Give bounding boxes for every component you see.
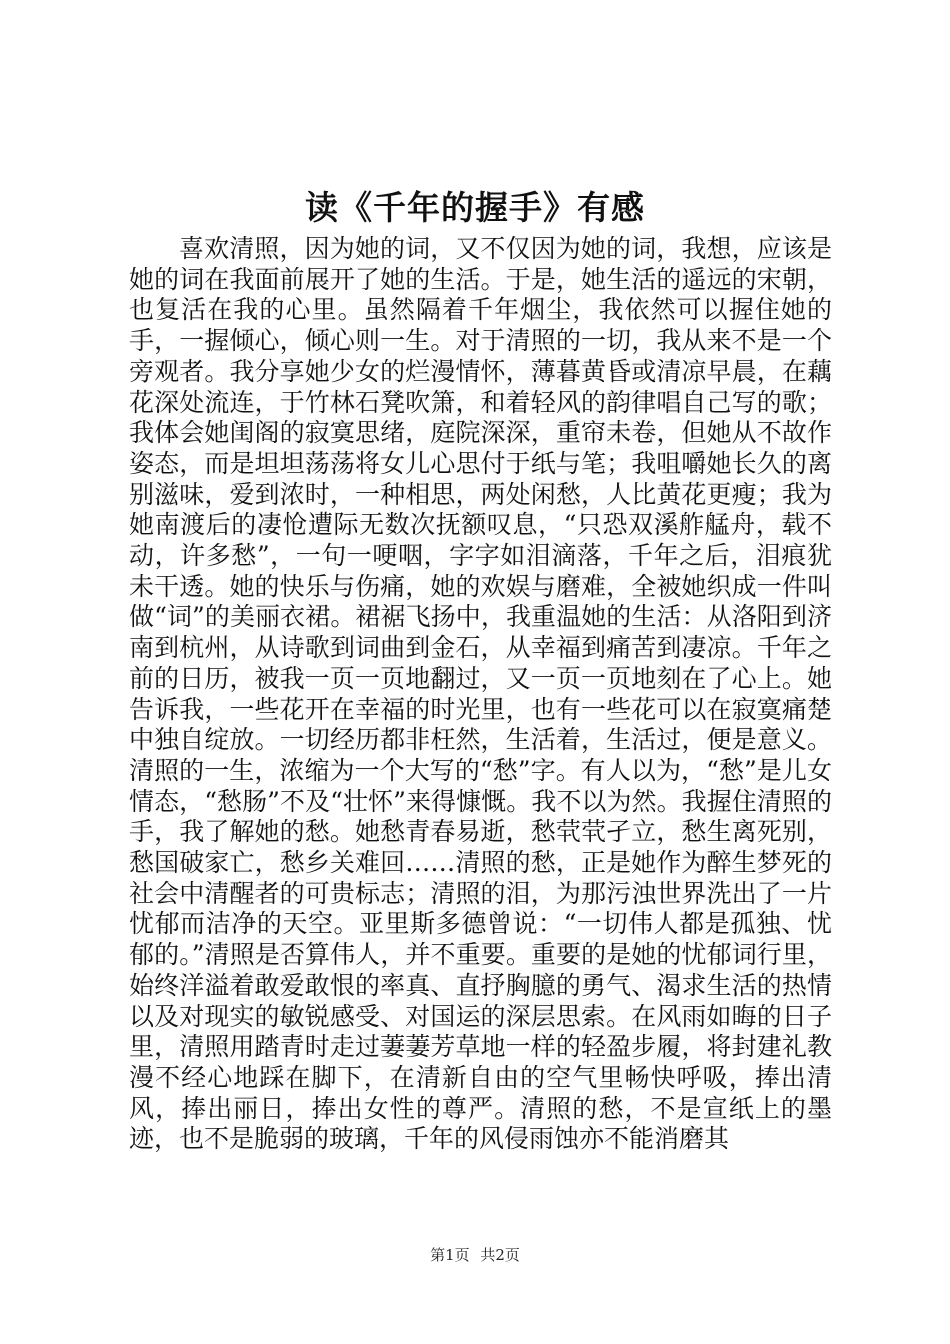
page-footer [0, 1244, 950, 1266]
page-number-current: 第1页 [430, 1246, 470, 1264]
document-title: 读《千年的握手》有感 [305, 188, 645, 227]
page-number-total: 共2页 [480, 1246, 520, 1264]
document-body-paragraph: 喜欢清照，因为她的词，又不仅因为她的词，我想，应该是她的词在我面前展开了她的生活。于是，她生活的遥远的宋朝，也复活在我的心里。虽然隔着千年烟尘，我依然可以握住她的手，一握倾心，倾心则一生。对于清照的一切，我从来不是一个旁观者。我分享她少女的烂漫情怀，薄暮黄昏或清凉早晨，在藕花深处流连，于竹林石凳吹箫，和着轻风的韵律唱自己写的歌；我体会她闺阁的寂寞思绪，庭院深深，重帘未卷，但她从不故作姿态，而是坦坦荡荡将女儿心思付于纸与笔；我咀嚼她长久的离别滋味，爱到浓时，一种相思，两处闲愁，人比黄花更瘦；我为她南渡后的凄怆遭际无数次抚额叹息，“只恐双溪舴艋舟，载不动，许多愁”，一句一哽咽，字字如泪滴落，千年之后，泪痕犹未干透。她的快乐与伤痛，她的欢娱与磨难，全被她织成一件叫做“词”的美丽衣裙。裙裾飞扬中，我重温她的生活：从洛阳到济南到杭州，从诗歌到词曲到金石，从幸福到痛苦到凄凉。千年之前的日历，被我一页一页地翻过，又一页一页地刻在了心上。她告诉我，一些花开在幸福的时光里，也有一些花可以在寂寞痛楚中独自绽放。一切经历都非枉然，生活着，生活过，便是意义。清照的一生，浓缩为一个大写的“愁”字。有人以为，“愁”是儿女情态，“愁肠”不及“壮怀”来得慷慨。我不以为然。我握住清照的手，我了解她的愁。她愁青春易逝，愁茕茕孑立，愁生离死别，愁国破家亡，愁乡关难回……清照的愁，正是她作为醉生梦死的社会中清醒者的可贵标志；清照的泪，为那污浊世界洗出了一片忧郁而洁净的天空。亚里斯多德曾说：“一切伟人都是孤独、忧郁的。”清照是否算伟人，并不重要。重要的是她的忧郁词行里，始终洋溢着敢爱敢恨的率真、直抒胸臆的勇气、渴求生活的热情以及对现实的敏锐感受、对国运的深层思索。在风雨如晦的日子里，清照用踏青时走过萋萋芳草地一样的轻盈步履，将封建礼教漫不经心地踩在脚下，在清新自由的空气里畅快呼吸，捧出清风，捧出丽日，捧出女性的尊严。清照的愁，不是宣纸上的墨迹，也不是脆弱的玻璃，千年的风侵雨蚀亦不能消磨其 [129, 234, 832, 1154]
